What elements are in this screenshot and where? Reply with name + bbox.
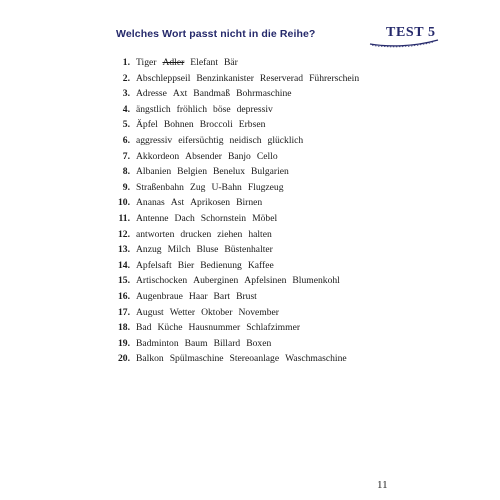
item-number: 6. — [122, 134, 130, 146]
word: Büstenhalter — [224, 244, 273, 256]
item-number: 9. — [122, 181, 130, 193]
word: Stereoanlage — [229, 353, 280, 365]
item-number: 12. — [118, 228, 130, 240]
test-label: TEST 5 — [386, 25, 436, 40]
word: Wetter — [169, 306, 196, 318]
item-number: 20. — [118, 353, 130, 365]
word: Bohnen — [163, 119, 194, 131]
word-row — [136, 102, 279, 118]
item-number: 7. — [122, 150, 130, 162]
word: Birnen — [236, 197, 263, 209]
crossed-out-word: Adler — [162, 57, 185, 68]
word: Blumenkohl — [292, 275, 340, 287]
list-item — [106, 227, 365, 243]
word: Abschleppseil — [136, 72, 191, 84]
word: Bär — [224, 57, 238, 68]
word: Führerschein — [309, 72, 360, 84]
list-item — [106, 305, 365, 321]
item-number: 16. — [118, 290, 130, 302]
word: Flugzeug — [247, 181, 284, 193]
word: Akkordeon — [136, 150, 180, 162]
word: Absender — [185, 150, 222, 162]
word-row — [136, 305, 285, 321]
word: Bluse — [196, 244, 219, 256]
word-row — [136, 289, 263, 305]
word: Erbsen — [238, 119, 266, 131]
item-number: 18. — [118, 322, 130, 334]
word: Adresse — [136, 88, 167, 100]
word: aggressiv — [136, 134, 173, 146]
word: Boxen — [246, 337, 272, 349]
word: Spülmaschine — [169, 353, 224, 365]
word: böse — [213, 103, 231, 115]
word: ängstlich — [136, 103, 171, 115]
word: antworten — [136, 228, 175, 240]
word: Zug — [189, 181, 206, 193]
word: ziehen — [217, 228, 243, 240]
word: neidisch — [229, 134, 262, 146]
list-item — [106, 336, 365, 352]
word-row — [136, 211, 283, 227]
list-item — [106, 289, 365, 305]
word: Hausnummer — [188, 322, 241, 334]
decorative-swoosh-icon — [368, 38, 440, 48]
word: Billard — [213, 337, 241, 349]
word: Anzug — [136, 244, 162, 256]
word: Elefant — [190, 57, 218, 68]
word: Haar — [188, 290, 208, 302]
page-title: Welches Wort passt nicht in die Reihe? — [116, 28, 316, 40]
word-row — [136, 180, 290, 196]
item-number: 4. — [122, 103, 130, 115]
word: Aprikosen — [190, 197, 231, 209]
list-item — [106, 102, 365, 118]
word: Banjo — [227, 150, 251, 162]
word: Waschmaschine — [285, 353, 347, 365]
word: Oktober — [201, 306, 233, 318]
word: August — [136, 306, 164, 318]
list-item — [106, 320, 365, 336]
item-number: 15. — [118, 275, 130, 287]
word: Bad — [136, 322, 152, 334]
word: Baum — [184, 337, 208, 349]
word-row — [136, 273, 346, 289]
word: Badminton — [136, 337, 179, 349]
word: Benelux — [213, 166, 245, 178]
word-row — [136, 351, 353, 367]
item-number: 3. — [122, 88, 130, 100]
list-item — [106, 149, 365, 165]
question-list — [106, 55, 365, 367]
word: eifersüchtig — [178, 134, 224, 146]
word: Balkon — [136, 353, 164, 365]
list-item — [106, 195, 365, 211]
item-number: 19. — [118, 337, 130, 349]
word-row — [136, 227, 278, 243]
word-row — [136, 133, 309, 149]
word: Antenne — [136, 212, 169, 224]
word-row — [136, 164, 295, 180]
item-number: 8. — [122, 166, 130, 178]
word: halten — [248, 228, 272, 240]
word-row — [136, 71, 365, 87]
word: Auberginen — [193, 275, 239, 287]
word-row — [136, 320, 306, 336]
word: Milch — [167, 244, 191, 256]
word: Artischocken — [136, 275, 188, 287]
word: Bier — [177, 259, 195, 271]
list-item — [106, 211, 365, 227]
word-row — [136, 149, 284, 165]
item-number: 13. — [118, 244, 130, 256]
list-item — [106, 351, 365, 367]
item-number: 5. — [122, 119, 130, 131]
word-row — [136, 258, 280, 274]
word: Schornstein — [200, 212, 247, 224]
word-row — [136, 195, 268, 211]
word: Möbel — [252, 212, 278, 224]
word: Bandmaß — [193, 88, 231, 100]
word: Bohrmaschine — [236, 88, 292, 100]
item-number: 17. — [118, 306, 130, 318]
word: Augenbraue — [136, 290, 183, 302]
list-item — [106, 86, 365, 102]
list-item — [106, 117, 365, 133]
word: Äpfel — [136, 119, 158, 131]
word: Brust — [236, 290, 257, 302]
list-item — [106, 55, 365, 71]
word-row — [136, 86, 298, 102]
word: Ast — [170, 197, 185, 209]
list-item — [106, 180, 365, 196]
word: Ananas — [136, 197, 165, 209]
word: U-Bahn — [211, 181, 242, 193]
word: Bart — [213, 290, 231, 302]
word: Reserverad — [259, 72, 304, 84]
word-row — [136, 242, 279, 258]
word-row — [136, 55, 244, 71]
item-number: 1. — [122, 57, 130, 68]
page-number: 11 — [377, 479, 388, 491]
word: Kaffee — [247, 259, 274, 271]
word: Dach — [174, 212, 195, 224]
word: Axt — [172, 88, 188, 100]
list-item — [106, 133, 365, 149]
item-number: 14. — [118, 259, 130, 271]
word: drucken — [180, 228, 212, 240]
item-number: 10. — [118, 197, 130, 209]
word: Apfelsaft — [136, 259, 172, 271]
word: fröhlich — [176, 103, 208, 115]
word-row — [136, 117, 271, 133]
word: Albanien — [136, 166, 172, 178]
word: Apfelsinen — [244, 275, 287, 287]
item-number: 11. — [118, 212, 130, 224]
list-item — [106, 164, 365, 180]
word: November — [238, 306, 279, 318]
word: Tiger — [136, 57, 157, 68]
word: depressiv — [236, 103, 273, 115]
word-row — [136, 336, 277, 352]
word: Küche — [157, 322, 183, 334]
list-item — [106, 242, 365, 258]
list-item — [106, 258, 365, 274]
word: Benzinkanister — [196, 72, 254, 84]
word: Straßenbahn — [136, 181, 184, 193]
item-number: 2. — [122, 72, 130, 84]
word: glücklich — [267, 134, 304, 146]
word: Bulgarien — [251, 166, 289, 178]
word: Belgien — [177, 166, 208, 178]
word: Cello — [256, 150, 278, 162]
word: Schlafzimmer — [246, 322, 301, 334]
word: Broccoli — [199, 119, 233, 131]
word: Bedienung — [200, 259, 242, 271]
list-item — [106, 71, 365, 87]
list-item — [106, 273, 365, 289]
